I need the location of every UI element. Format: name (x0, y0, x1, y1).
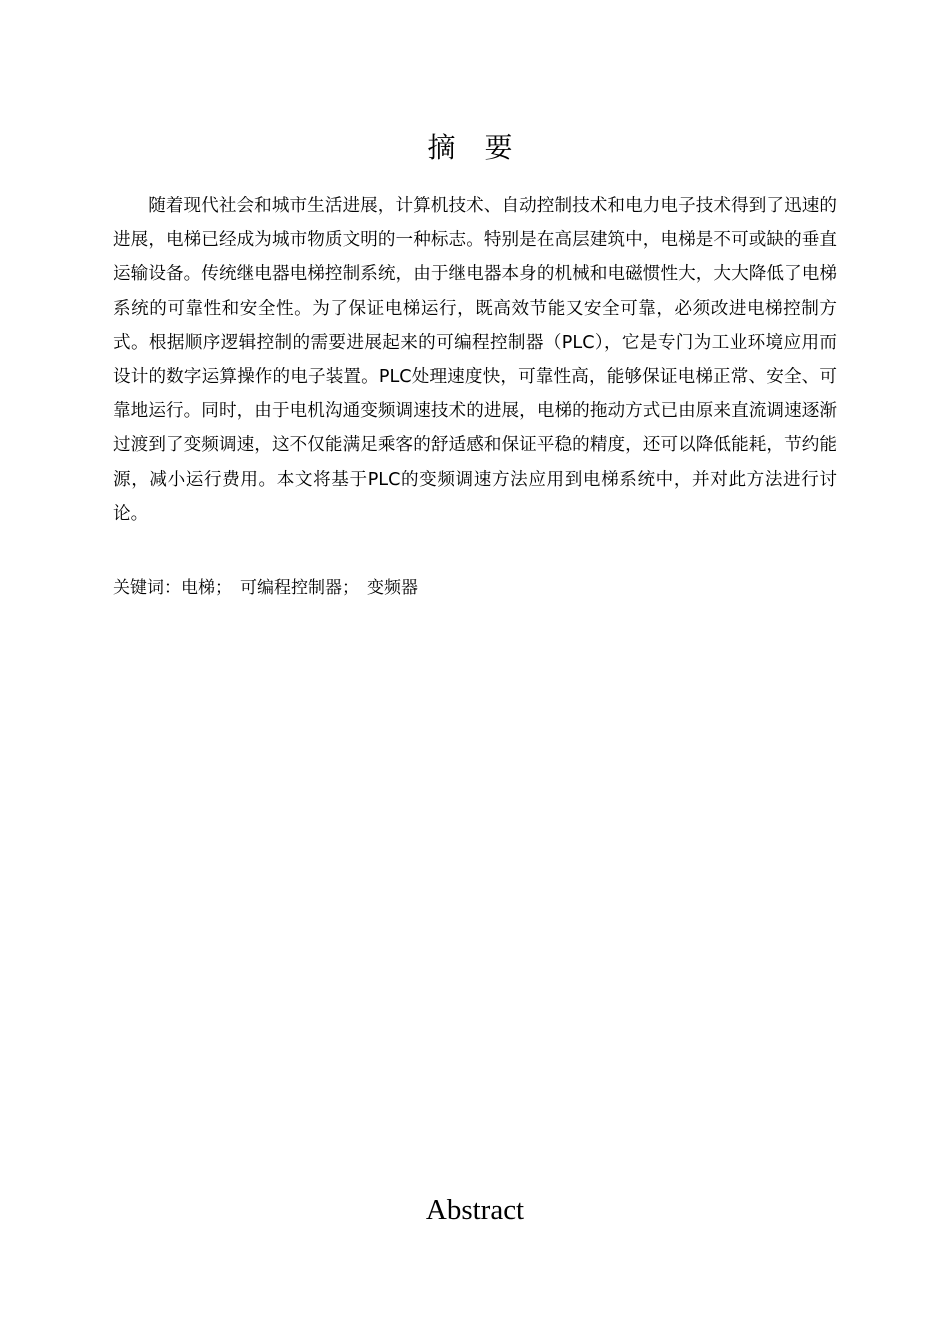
abstract-title-cn: 摘 要 (427, 131, 523, 164)
abstract-body-cn: 随着现代社会和城市生活进展，计算机技术、自动控制技术和电力电子技术得到了迅速的进展，电梯已经成为城市物质文明的一种标志。特别是在高层建筑中，电梯是不可或缺的垂直运输设备。传统继电器电梯控制系统，由于继电器本身的机械和电磁惯性大，大大降低了电梯系统的可靠性和安全性。为了保证电梯运行，既高效节能又安全可靠，必须改进电梯控制方式。根据顺序逻辑控制的需要进展起来的可编程控制器（PLC），它是专门为工业环境应用而设计的数字运算操作的电子装置。PLC处理速度快，可靠性高，能够保证电梯正常、安全、可靠地运行。同时，由于电机沟通变频调速技术的进展，电梯的拖动方式已由原来直流调速逐渐过渡到了变频调速，这不仅能满足乘客的舒适感和保证平稳的精度，还可以降低能耗，节约能源，减小运行费用。本文将基于PLC的变频调速方法应用到电梯系统中，并对此方法进行讨论。 (113, 196, 837, 524)
abstract-title-en: Abstract (425, 1194, 525, 1226)
keywords-line (113, 572, 837, 604)
keyword-item: 电梯； (181, 578, 232, 598)
keywords-label: 关键词： (113, 578, 181, 598)
keyword-item: 可编程控制器； (240, 578, 359, 598)
keyword-item: 变频器 (367, 578, 418, 598)
